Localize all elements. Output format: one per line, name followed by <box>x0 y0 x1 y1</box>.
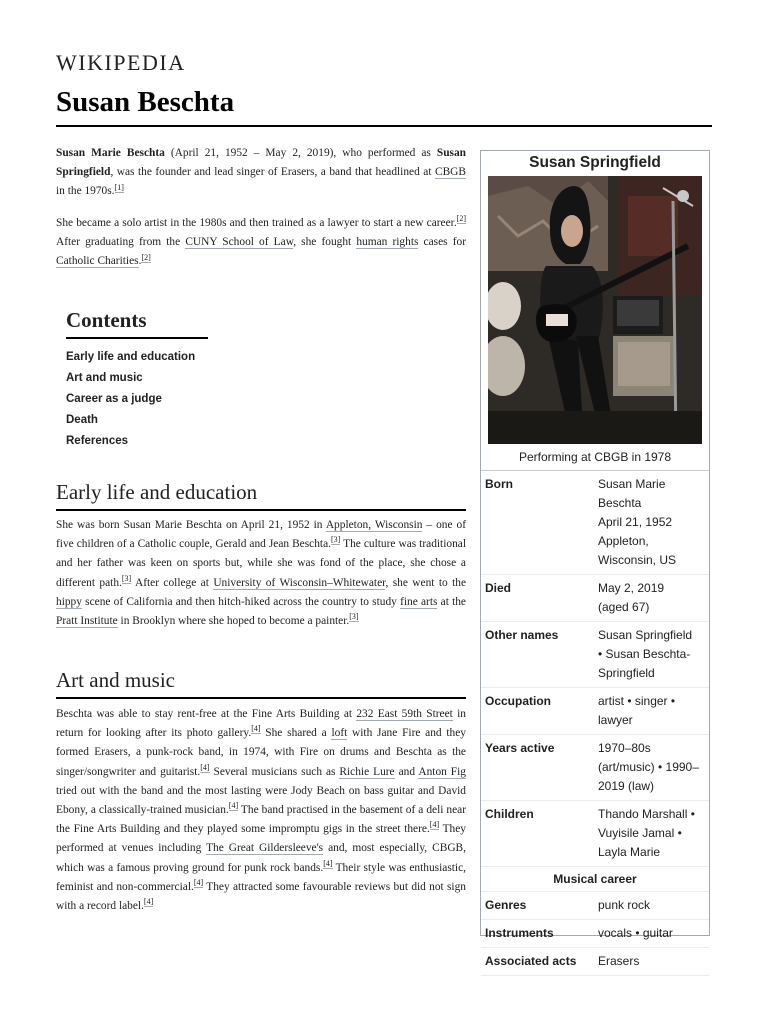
infobox-value: Susan Marie Beschta April 21, 1952 Appleton, Wisconsin, US <box>598 477 677 567</box>
ref-link[interactable]: [4] <box>200 762 210 772</box>
infobox-row-instruments <box>481 920 709 948</box>
intro-paragraph-2 <box>56 214 466 272</box>
intro-paragraph-1 <box>56 144 466 202</box>
text-span: Beschta was able to stay rent-free at the Fine Arts Building at <box>56 708 357 720</box>
toc-item-early-life[interactable]: Early life and education <box>66 351 196 363</box>
infobox <box>480 150 710 968</box>
performer-photo-illustration <box>488 176 702 444</box>
infobox-label: Died <box>485 581 512 595</box>
link-hippy[interactable]: hippy <box>56 595 82 608</box>
link-appleton[interactable]: Appleton, Wisconsin <box>325 519 423 531</box>
infobox-photo[interactable] <box>488 176 702 444</box>
text-span: . <box>138 255 142 268</box>
infobox-row-years-active <box>481 735 709 801</box>
infobox-row-occupation <box>481 688 709 735</box>
link-human-rights[interactable]: human rights <box>356 236 419 249</box>
section-heading-early-life: Early life and education <box>56 480 466 511</box>
text-span: They performed at venues including <box>56 823 466 855</box>
section-heading-art-and-music: Art and music <box>56 668 466 699</box>
ref-link[interactable]: [4] <box>429 820 440 830</box>
text-span: in Brooklyn where she hoped to become a painter. <box>117 615 350 628</box>
infobox-row-children <box>481 801 709 867</box>
text-span: She shared a <box>260 727 332 740</box>
infobox-row-born <box>481 471 709 575</box>
text-span: cases for <box>418 236 466 249</box>
infobox-value: May 2, 2019 (aged 67) <box>598 581 665 614</box>
text-span: They attracted some favourable reviews but did not sign with a record label. <box>56 880 466 913</box>
infobox-value: Susan Springfield • Susan Beschta-Springfield <box>598 628 693 680</box>
infobox-label: Born <box>485 477 513 491</box>
infobox-row-died <box>481 575 709 622</box>
ref-link[interactable]: [3] <box>331 535 341 545</box>
ref-link[interactable]: [2] <box>141 252 151 262</box>
toc-item-death[interactable]: Death <box>66 414 98 426</box>
text-span: , she went to the <box>385 576 467 589</box>
infobox-row-other-names <box>481 622 709 688</box>
link-richie-lure[interactable]: Richie Lure <box>339 765 395 778</box>
link-uw-whitewater[interactable]: University of Wisconsin–Whitewater <box>213 576 386 589</box>
text-span: The culture was traditional and her father was keen on sports but, while she was fond of the place, she chose a different path. <box>56 538 466 589</box>
text-span: – one of five children of a Catholic couple, Gerald and Jean Beschta. <box>56 519 466 551</box>
link-great-gildersleeves[interactable]: The Great Gildersleeve's <box>206 842 324 855</box>
page-title: Susan Beschta <box>56 86 235 118</box>
infobox-value: Erasers <box>598 954 640 968</box>
infobox-photo-caption: Performing at CBGB in 1978 <box>481 444 709 471</box>
ref-link[interactable]: [4] <box>251 724 261 734</box>
art-music-paragraph <box>56 705 466 916</box>
text-span: The band practised in the basement of a deli near the Fine Arts Building and they played some impromptu gigs in the street there. <box>56 804 467 836</box>
ref-link[interactable]: [3] <box>121 573 132 583</box>
text-span: After graduating from the <box>56 236 186 249</box>
wikipedia-logo[interactable]: WIKIPEDIA <box>56 50 186 75</box>
link-fine-arts[interactable]: fine arts <box>400 595 438 608</box>
subject-alias: Susan Springfield <box>56 147 466 179</box>
ref-link[interactable]: [4] <box>143 897 154 907</box>
table-of-contents <box>66 308 216 452</box>
infobox-section-header: Musical career <box>481 867 709 892</box>
text-span: , was the founder and lead singer of Erasers, a band that headlined at <box>110 166 435 179</box>
toc-item-art-and-music[interactable]: Art and music <box>66 372 143 384</box>
early-life-paragraph <box>56 516 466 631</box>
text-span: (April 21, 1952 – May 2, 2019), who performed as <box>164 147 437 159</box>
subject-name: Susan Marie Beschta <box>56 147 165 159</box>
infobox-label: Children <box>485 807 534 821</box>
ref-link[interactable]: [1] <box>114 182 124 192</box>
text-span: and, most especially, CBGB, which was a famous proving ground for punk rock bands. <box>56 842 467 874</box>
ref-link[interactable]: [2] <box>456 214 466 224</box>
toc-title: Contents <box>66 308 208 339</box>
text-span: tried out with the band and the most lasting were Jody Beach on bass guitar and David Ebony, a classically-trained musician. <box>56 784 466 817</box>
ref-link[interactable]: [4] <box>228 801 239 811</box>
infobox-label: Years active <box>485 741 555 755</box>
text-span: Their style was enthusiastic, feminist and non-commercial. <box>56 861 466 893</box>
infobox-label: Other names <box>485 628 559 642</box>
text-span: at the <box>437 595 466 608</box>
ref-link[interactable]: [4] <box>193 878 204 888</box>
infobox-value: artist • singer • lawyer <box>598 694 676 727</box>
infobox-value: Thando Marshall • Vuyisile Jamal • Layla Marie <box>598 807 695 859</box>
ref-link[interactable]: [3] <box>349 612 359 622</box>
infobox-label: Associated acts <box>485 954 577 968</box>
text-span: in the 1970s. <box>56 185 115 198</box>
link-232-east-59th[interactable]: 232 East 59th Street <box>356 708 453 720</box>
text-span: in return for looking after its photo gallery. <box>56 708 466 740</box>
ref-link[interactable]: [4] <box>323 858 333 868</box>
toc-item-career-as-judge[interactable]: Career as a judge <box>66 393 162 405</box>
infobox-row-genres <box>481 892 709 920</box>
infobox-value: 1970–80s (art/music) • 1990–2019 (law) <box>598 741 699 793</box>
text-span: Several musicians such as <box>209 765 340 778</box>
text-span: scene of California and then hitch-hiked across the country to study <box>81 595 401 608</box>
text-span: with Jane Fire and they formed Erasers, a punk-rock band, in 1974, with Fire on drums and Beschta as the singer/songwriter and guitarist. <box>56 727 466 778</box>
link-pratt[interactable]: Pratt Institute <box>56 615 118 628</box>
infobox-label: Instruments <box>485 926 554 940</box>
link-anton-fig[interactable]: Anton Fig <box>418 765 466 778</box>
text-span: She was born Susan Marie Beschta on April 21, 1952 in <box>56 519 326 531</box>
link-loft[interactable]: loft <box>331 727 348 740</box>
text-span: She became a solo artist in the 1980s and then trained as a lawyer to start a new career. <box>56 217 457 229</box>
text-span: and <box>394 765 419 778</box>
infobox-value: punk rock <box>598 898 651 912</box>
title-divider <box>56 125 712 127</box>
text-span: After college at <box>131 576 214 589</box>
link-cuny[interactable]: CUNY School of Law <box>185 236 294 249</box>
infobox-label: Occupation <box>485 694 552 708</box>
infobox-label: Genres <box>485 898 527 912</box>
text-span: , she fought <box>293 236 357 249</box>
link-cbgb[interactable]: CBGB <box>434 166 466 179</box>
link-catholic-charities[interactable]: Catholic Charities <box>56 255 139 268</box>
toc-item-references[interactable]: References <box>66 435 129 447</box>
infobox-title: Susan Springfield <box>529 154 661 171</box>
infobox-value: vocals • guitar <box>598 926 673 940</box>
toc-list <box>66 347 216 452</box>
infobox-row-associated-acts <box>481 948 709 976</box>
